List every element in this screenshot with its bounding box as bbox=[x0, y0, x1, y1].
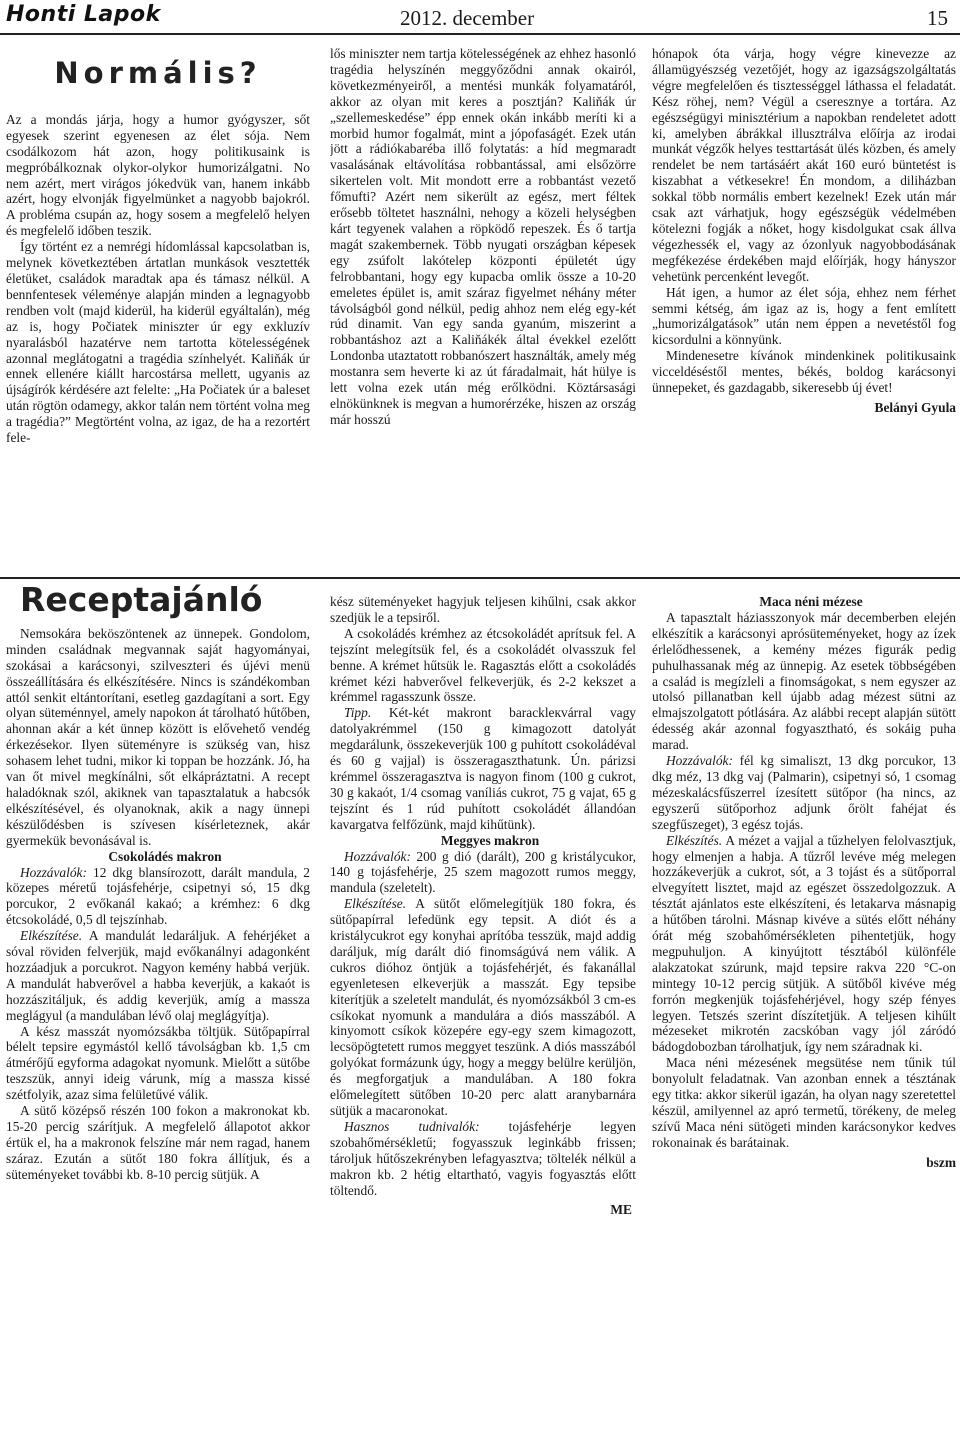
paragraph: A sütő középső részén 100 fokon a makronokat kb. 15-20 percig szárítjuk. A megfelelő állapotot akkor értük el, ha a makronok felszíne már nem ragad, hanem száraz. Ezután a sütőt 180 fokra állítjuk, és a süteményeket további kb. 8-10 percig sütjük. A bbox=[6, 1103, 310, 1182]
issue-date: 2012. december bbox=[400, 6, 535, 30]
label: Hasznos tudnivalók: bbox=[344, 1118, 480, 1134]
article-title-normalis: Normális? bbox=[54, 56, 262, 90]
author-signature: Belányi Gyula bbox=[874, 399, 956, 415]
paragraph: Mindenesetre kívánok mindenkinek politikusaink vicceldéséstől mentes, békés, boldog karácsonyi ünnepeket, és gazdagabb, sikeresebb új évet! bbox=[652, 348, 956, 396]
paragraph bbox=[330, 705, 636, 832]
label: Tipp. bbox=[344, 705, 372, 721]
label: Elkészítése. bbox=[20, 928, 83, 944]
page-number: 15 bbox=[927, 6, 948, 30]
paragraph: A kész masszát nyomózsákba töltjük. Sütőpapírral bélelt tepsire egymástól kellő távolságban kb. 1,5 cm átmérőjű egyforma adagokat nyomunk. Mielőtt a sütőbe teszszük, annyi ideig várunk, míg a massza kissé szétfolyik, azaz sima felületűvé válik. bbox=[6, 1023, 310, 1103]
text: A mézet a vajjal a tűzhelyen felolvasztjuk, hogy elmenjen a habja. A tűzről levéve még melegen hozzákeverjük a cukrot, sót, a 3 tojást és a sütőporral elvegyített lisztet, majd az egészet összedolgozzuk. A tésztát ajánlatos este elkészíteni, és letakarva másnapig a hűtőben tárolni. Másnap kivéve a sütés előtt néhány órát még szobahőmérsékleten pihentetjük, hogy megpuhuljon. A kinyújtott tésztából különféle alakzatokat szúrunk, majd tepsire rakva 220 °C-on mintegy 10-12 percig sütjük. A sütőből kivéve még forrón megkenjük tojásfehérjével, hogy szép fényes legyen. Tetszés szerint díszítetjük. A teljesen kihűlt mézeseket mikrotén zacskóban vagy jól záródó bádogdobozban tárolhatjuk, így nem száradnak ki. bbox=[652, 832, 956, 1055]
paragraph bbox=[6, 865, 310, 929]
newspaper-brand: Honti Lapok bbox=[6, 2, 161, 27]
paragraph bbox=[652, 753, 956, 833]
label: Elkészítése. bbox=[344, 896, 407, 912]
recipe-subtitle: Csokoládés makron bbox=[108, 848, 222, 864]
paragraph bbox=[652, 833, 956, 1056]
header-rule bbox=[0, 33, 960, 35]
paragraph bbox=[6, 928, 310, 1023]
author-signature: ME bbox=[610, 1202, 632, 1218]
paragraph: A csokoládés krémhez az étcsokoládét aprítsuk fel. A tejszínt melegítsük fel, és a csokoládét olvasszuk fel benne. A krémet hűtsük le. Ragasztás előtt a csokoládés krémet kézi habverővel felkeverjük, és 2-2 kekszet a krémmel ragasszunk össze. bbox=[330, 625, 636, 705]
author-signature: bszm bbox=[926, 1154, 956, 1170]
label: Hozzávalók: bbox=[20, 864, 87, 880]
article-normalis-col1 bbox=[6, 36, 310, 576]
paragraph: lős miniszter nem tartja kötelességének az ehhez hasonló tragédia helyszínén meggyőződni annak okairól, következményeiről, a mentési munkák folyamatáról, akkor az olyan mit keres a posztján? Kaliňák úr „szellemeskedése” épp ennek okán inkább meríti ki a morbid humor fogalmát, mint a jópofaságét. Ezek után jött a rádiókabaréba illő folytatás: a híd megmaradt vasalásának eltávolítása robbantással, ami elsőzörre sikertelen volt. Mit mondott erre a robbantást vezető főmufti? Azért nem sikerült az egész, mert féltek erősebb töltetet használni, nehogy a közeli helységben kárt tegyenek valahen a röpködő repeszek. És ő tartja magát szakembernek. Több nyugati országban képesek egy zsúfolt lakótelep központi épületét úgy felrobbantani, hogy egy kupacba omlik össze a 10-20 emeletes épület is, amit száraz figyelmet néhány méter távolságból gond nélkül, pedig ahhoz nem elég egy-két rúd dinamit. Van egy sanda gyanúm, miszerint a robbantáshoz azt a Kaliňákék által évekkel ezelőtt Londonba utaztatott robbanószert használták, amely még mostanra sem heverte ki az út fáradalmait, hát hülye is lett volna ezek után még erőlködni. Köztársasági elnökünknek is megvan a humorérzéke, hiszen az ország már hosszú bbox=[330, 46, 636, 427]
text: A sütőt előmelegítjük 180 fokra, és sütőpapírral lefedünk egy tepsit. A diót és a kristálycukrot egy konyhai aprítóba tesszük, majd addig daráljuk, míg darált dió finomságúvá nem válik. A cukros dióhoz öntjük a tojásfehérjét, és fakanállal egyenletesen elkeverjük a masszát. Egy tepsibe kiterítjük a szeletelt mandulát, és nyomózsákból 3 cm-es csíkokat nyomunk a mandulára a diós masszából. A kinyomott csíkok közepére egy-egy szem kimagozott, lecsöpögtetett rumos meggyet teszünk. A diós masszából golyókat formázunk úgy, hogy a meggy belülre kerüljön, és megforgatjuk a mandulában. A 180 fokra előmelegített sütőben 10-20 perc alatt aranybarnára sütjük a macaronokat. bbox=[330, 896, 636, 1118]
text: 200 g dió (darált), 200 g kristálycukor, 140 g tojásfehérje, 25 szem magozott rumos meggy, mandula (szeletelt). bbox=[330, 848, 636, 896]
paragraph bbox=[330, 1119, 636, 1199]
paragraph: kész süteményeket hagyjuk teljesen kihűlni, csak akkor szedjük le a tepsiről. bbox=[330, 594, 636, 625]
article-recept-col1 bbox=[6, 582, 310, 1442]
article-title-recept: Receptajánló bbox=[20, 582, 263, 619]
label: Hozzávalók: bbox=[344, 848, 411, 864]
label: Hozzávalók: bbox=[666, 753, 733, 769]
recipe-subtitle: Maca néni mézese bbox=[759, 594, 863, 609]
article-normalis-col3 bbox=[652, 46, 956, 576]
paragraph bbox=[330, 849, 636, 897]
paragraph: Nemsokára beköszöntenek az ünnepek. Gondolom, minden családnak megvannak saját hagyományai, szokásai a karácsonyi, szilveszteri és újévi menü összeállítására és elkészítésére. Nincs is szándékomban attól senkit eltántorítani, esetleg gazdagítani a sort. Egy olyan süteménnyel, amely napokon át tárolható hűtőben, ahonnan akár a két ünnep között is elővehető vendég érkezésekor. Ilyen süteményre is szükség van, hisz sohasem lehet tudni, mikor ki toppan be hozzánk. Jó, ha van őt mivel megkínálni, sőt elkápráztatni. A recept haladóknak szól, akiknek van tapasztalatuk a habcsók elkészítésével, és olyanoknak, akik a nagy ünnepi készülődésben is szívesen kísérleteznek, akár gyermekük bevonásával is. bbox=[6, 625, 310, 848]
paragraph bbox=[330, 896, 636, 1119]
paragraph: hónapok óta várja, hogy végre kinevezze az államügyészség vezetőjét, hogy az igazságszolgáltatás végre megfelelően és tisztességgel láthassa el feladatát. Kész röhej, nem? Végül a cseresznye a tortára. Az egészségügyi minisztérium a napokban rendeletet adott ki, amelyben ábrákkal illusztrálva előírja az irodai munkát végzők helyes testtartását ülés közben, és amely rendelet be nem tartásáért akát 160 euró büntetést is kiszabhat a vétkesekre! Én mondom, a diliházban sokkal több normális embert kezelnek! Ezek után már csak azt várhatjuk, hogy egészségük védelmében kötelezni fogják a nőket, hogy kisdolgukat csak állva végezhessék el, vagy az ózonlyuk nagyobbodásának megfékezése érdekében majd előírják, hogy hányszor vehetünk percenként levegőt. bbox=[652, 46, 956, 284]
page-header bbox=[0, 0, 960, 34]
text: tojásfehérje legyen szobahőmérsékletű; fogyasszuk leginkább frissen; tároljuk hűtőszekrényben lefagyasztva; töltelék nélkül a makron kb. 2 hétig eltartható, vagyis fogyasztás előtt töltendő. bbox=[330, 1118, 636, 1198]
label: Elkészítés. bbox=[666, 832, 723, 848]
paragraph: Hát igen, a humor az élet sója, ehhez nem férhet semmi kétség, ám igaz az is, hogy a fent említett „humorizálgatások” után nem éppen a nevetéstől fog kicsordulni a könnyünk. bbox=[652, 284, 956, 348]
article-recept-col3 bbox=[652, 594, 956, 1442]
article-normalis-col2 bbox=[330, 46, 636, 576]
text: 12 dkg blansírozott, darált mandula, 2 közepes méretű tojásfehérje, csipetnyi só, 15 dkg porcukor, 2 evőkanál kakaó; a krémhez: 6 dkg étcsokoládé, 0,5 dl tejszínhab. bbox=[6, 864, 310, 928]
text: A mandulát ledaráljuk. A fehérjéket a sóval röviden felverjük, majd evőkanálnyi adagonként hozzáadjuk a porcukrot. Nagyon kemény habbá verjük. A mandulát habverővel a habba keverjük, a kakaót is hozzászitáljuk, és addig keverjük, amíg a massza meglágyul (a mandulában lévő olaj meglágyítja). bbox=[6, 928, 310, 1023]
article-recept-col2 bbox=[330, 594, 636, 1442]
section-divider bbox=[0, 577, 960, 579]
paragraph: Maca néni mézesének megsütése nem tűnik túl bonyolult feladatnak. Van azonban ennek a tésztának egy titka: akkor sikerül igazán, ha olyan nagy szeretettel készül, amilyennel az apró termetű, törékeny, de meleg szívű Maca néni sütögeti minden karácsonykor kedves rokonainak és barátainak. bbox=[652, 1055, 956, 1150]
recipe-subtitle: Meggyes makron bbox=[440, 832, 540, 848]
paragraph: A tapasztalt háziasszonyok már decemberben elején elkészítik a karácsonyi aprósüteményeket, hogy az ízek érlelődhessenek, a kemény mézes figurák pedig puhulhassanak még az ünnepig. Az esetek többségében a család is megízleli a finomságokat, s nem egyszer az utolsó pillanatban kell újabb adag mézest sütni az elmajszolgatott pótlására. Az alábbi recept alapján sütött édesség akár azonnal fogyasztható, és sokáig puha marad. bbox=[652, 609, 956, 753]
text: fél kg simaliszt, 13 dkg porcukor, 13 dkg méz, 13 dkg vaj (Palmarin), csipetnyi só, 1 csomag mézeskalácsfűszerrel ízesített sütőpor (ha nincs, az egyszerű sütőporhoz adjunk őrölt fahéjat és szegfűszeget), 3 egész tojás. bbox=[652, 753, 956, 832]
paragraph: Az a mondás járja, hogy a humor gyógyszer, sőt egyesek szerint egyenesen az élet sója. Nem csodálkozom hát azon, hogy politikusaink is megpróbálkoznak olykor-olykor humorizálgatni. No nem azért, mert virágos jókedvük van, hanem inkább azért, hogy elvonják figyelmünket a nagyobb bajokról. A probléma csupán az, hogy sosem a megfelelő helyen és megfelelő időben teszik. bbox=[6, 111, 310, 239]
paragraph: Így történt ez a nemrégi hídomlással kapcsolatban is, melynek következtében ártatlan munkások vesztették életüket, családok maradtak apa és támasz nélkül. A bennfentesek véleménye alapján minden a legnagyobb rendben volt (majd kiderül, ha kiderül egyáltalán), még az is, hogy Počiatek miniszter úr egy exkluzív nyaralásból hazatérve nem tartotta kötelességének azonnal meglátogatni a tragédia színhelyét. Kaliňák úr ennek ellenére kiállt harcostársa mellett, ugyanis az újságírók kérdésére azt felelte: „Ha Počiatek úr a baleset után rögtön odamegy, akkor talán nem történt volna meg a tragédia?” Megtörtént volna, az igaz, de ha a rezortért fele- bbox=[6, 239, 310, 446]
text: Két-két makront barackleкvárral vagy datolyakrémmel (150 g kimagozott datolyát megdarálunk, összekeverjük 100 g puhított csokoládéval és 60 g vajjal) is összeragaszthatunk. Ún. párizsi krémmel összeragasztva is nagyon finom (100 g cukrot, 30 g kakaót, 1/4 csomag vaníliás cukrot, 75 g vajat, 65 g tejszínt és 1 rúd puhított csokoládét állandóan kavargatva felfőzünk, majd kihűtünk). bbox=[330, 705, 636, 832]
